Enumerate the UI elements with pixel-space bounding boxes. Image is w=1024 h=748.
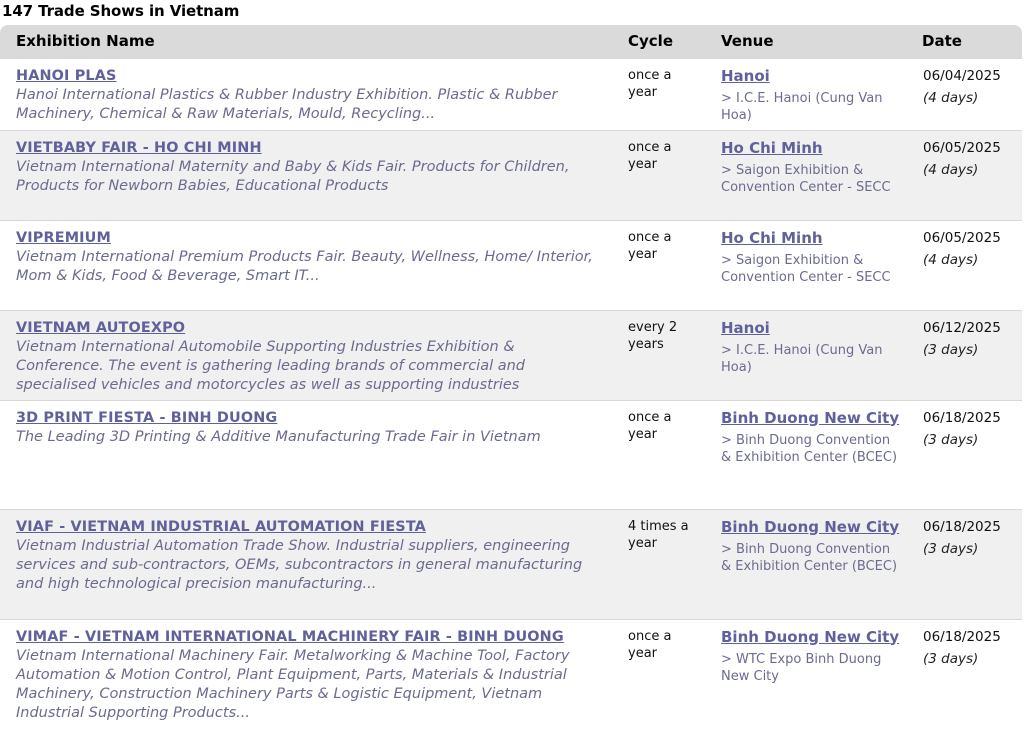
table-row [0, 220, 1022, 310]
date-cell [907, 58, 1022, 130]
venue-name: > WTC Expo Binh Duong New City [721, 651, 882, 684]
date-cell [907, 619, 1022, 748]
duration: (4 days) [923, 251, 979, 268]
venue-name: > Saigon Exhibition & Convention Center - SECC [721, 162, 891, 195]
city-link[interactable]: Binh Duong New City [721, 627, 900, 646]
cycle-cell: once a year [612, 130, 705, 220]
start-date: 06/05/2025 [923, 229, 1001, 246]
exhibition-description: Vietnam International Automobile Supporting Industries Exhibition & Conference. The event is gathering leading brands of commercial and specialised vehicles and motorcycles as well as supporting industries [16, 338, 525, 393]
column-header-cycle: Cycle [612, 25, 705, 58]
venue-cell [705, 400, 907, 509]
cycle-cell: once a year [612, 58, 705, 130]
exhibition-description: Vietnam International Maternity and Baby & Kids Fair. Products for Children, Products for Newborn Babies, Educational Products [16, 158, 570, 194]
city-link[interactable]: Binh Duong New City [721, 408, 900, 427]
city-link[interactable]: Ho Chi Minh [721, 138, 823, 157]
venue-name: > I.C.E. Hanoi (Cung Van Hoa) [721, 342, 883, 375]
table-row [0, 400, 1022, 509]
venue-name: > Binh Duong Convention & Exhibition Center (BCEC) [721, 541, 898, 574]
date-cell [907, 310, 1022, 400]
trade-shows-table [0, 25, 1022, 748]
exhibition-cell [0, 310, 612, 400]
city-link[interactable]: Ho Chi Minh [721, 228, 823, 247]
exhibition-link[interactable]: VIETBABY FAIR - HO CHI MINH [16, 139, 262, 156]
exhibition-cell [0, 58, 612, 130]
exhibition-link[interactable]: VIMAF - VIETNAM INTERNATIONAL MACHINERY FAIR - BINH DUONG [16, 628, 564, 645]
table-header-row [0, 25, 1022, 58]
table-row [0, 310, 1022, 400]
duration: (4 days) [923, 161, 979, 178]
venue-cell [705, 130, 907, 220]
exhibition-link[interactable]: VIPREMIUM [16, 229, 111, 246]
duration: (4 days) [923, 89, 979, 106]
exhibition-cell [0, 220, 612, 310]
column-header-name: Exhibition Name [0, 25, 612, 58]
cycle-cell: once a year [612, 220, 705, 310]
exhibition-link[interactable]: 3D PRINT FIESTA - BINH DUONG [16, 409, 278, 426]
start-date: 06/18/2025 [923, 409, 1001, 426]
cycle-cell: once a year [612, 400, 705, 509]
city-link[interactable]: Hanoi [721, 66, 770, 85]
date-cell [907, 130, 1022, 220]
start-date: 06/12/2025 [923, 319, 1001, 336]
venue-name: > Saigon Exhibition & Convention Center - SECC [721, 252, 891, 285]
exhibition-cell [0, 509, 612, 619]
venue-cell [705, 310, 907, 400]
duration: (3 days) [923, 540, 979, 557]
duration: (3 days) [923, 431, 979, 448]
cycle-cell: every 2 years [612, 310, 705, 400]
exhibition-cell [0, 400, 612, 509]
city-link[interactable]: Binh Duong New City [721, 517, 900, 536]
exhibition-description: The Leading 3D Printing & Additive Manufacturing Trade Fair in Vietnam [16, 428, 541, 445]
exhibition-description: Vietnam Industrial Automation Trade Show. Industrial suppliers, engineering services and sub-contractors, OEMs, subcontractors in general manufacturing and high technological precision manufacturing... [16, 537, 583, 592]
exhibition-description: Hanoi International Plastics & Rubber Industry Exhibition. Plastic & Rubber Machinery, Chemical & Raw Materials, Mould, Recycling... [16, 86, 558, 122]
exhibition-link[interactable]: VIAF - VIETNAM INDUSTRIAL AUTOMATION FIESTA [16, 518, 426, 535]
exhibition-description: Vietnam International Machinery Fair. Metalworking & Machine Tool, Factory Automation & Motion Control, Plant Equipment, Parts, Materials & Industrial Machinery, Construction Machinery Parts & Logistic Equipment, Vietnam Industrial Supporting Products... [16, 647, 570, 721]
table-row [0, 130, 1022, 220]
exhibition-link[interactable]: VIETNAM AUTOEXPO [16, 319, 186, 336]
date-cell [907, 220, 1022, 310]
date-cell [907, 509, 1022, 619]
start-date: 06/18/2025 [923, 518, 1001, 535]
venue-cell [705, 220, 907, 310]
start-date: 06/05/2025 [923, 139, 1001, 156]
city-link[interactable]: Hanoi [721, 318, 770, 337]
venue-name: > I.C.E. Hanoi (Cung Van Hoa) [721, 90, 883, 123]
venue-cell [705, 619, 907, 748]
table-row [0, 619, 1022, 748]
exhibition-description: Vietnam International Premium Products Fair. Beauty, Wellness, Home/ Interior, Mom & Kids, Food & Beverage, Smart IT... [16, 248, 593, 284]
column-header-date: Date [907, 25, 1022, 58]
page-title: 147 Trade Shows in Vietnam [2, 2, 240, 20]
cycle-cell: 4 times a year [612, 509, 705, 619]
exhibition-cell [0, 619, 612, 748]
duration: (3 days) [923, 650, 979, 667]
exhibition-cell [0, 130, 612, 220]
start-date: 06/04/2025 [923, 67, 1001, 84]
duration: (3 days) [923, 341, 979, 358]
date-cell [907, 400, 1022, 509]
table-row [0, 58, 1022, 130]
table-row [0, 509, 1022, 619]
venue-cell [705, 58, 907, 130]
exhibition-link[interactable]: HANOI PLAS [16, 67, 117, 84]
start-date: 06/18/2025 [923, 628, 1001, 645]
column-header-venue: Venue [705, 25, 907, 58]
cycle-cell: once a year [612, 619, 705, 748]
venue-cell [705, 509, 907, 619]
venue-name: > Binh Duong Convention & Exhibition Center (BCEC) [721, 432, 898, 465]
